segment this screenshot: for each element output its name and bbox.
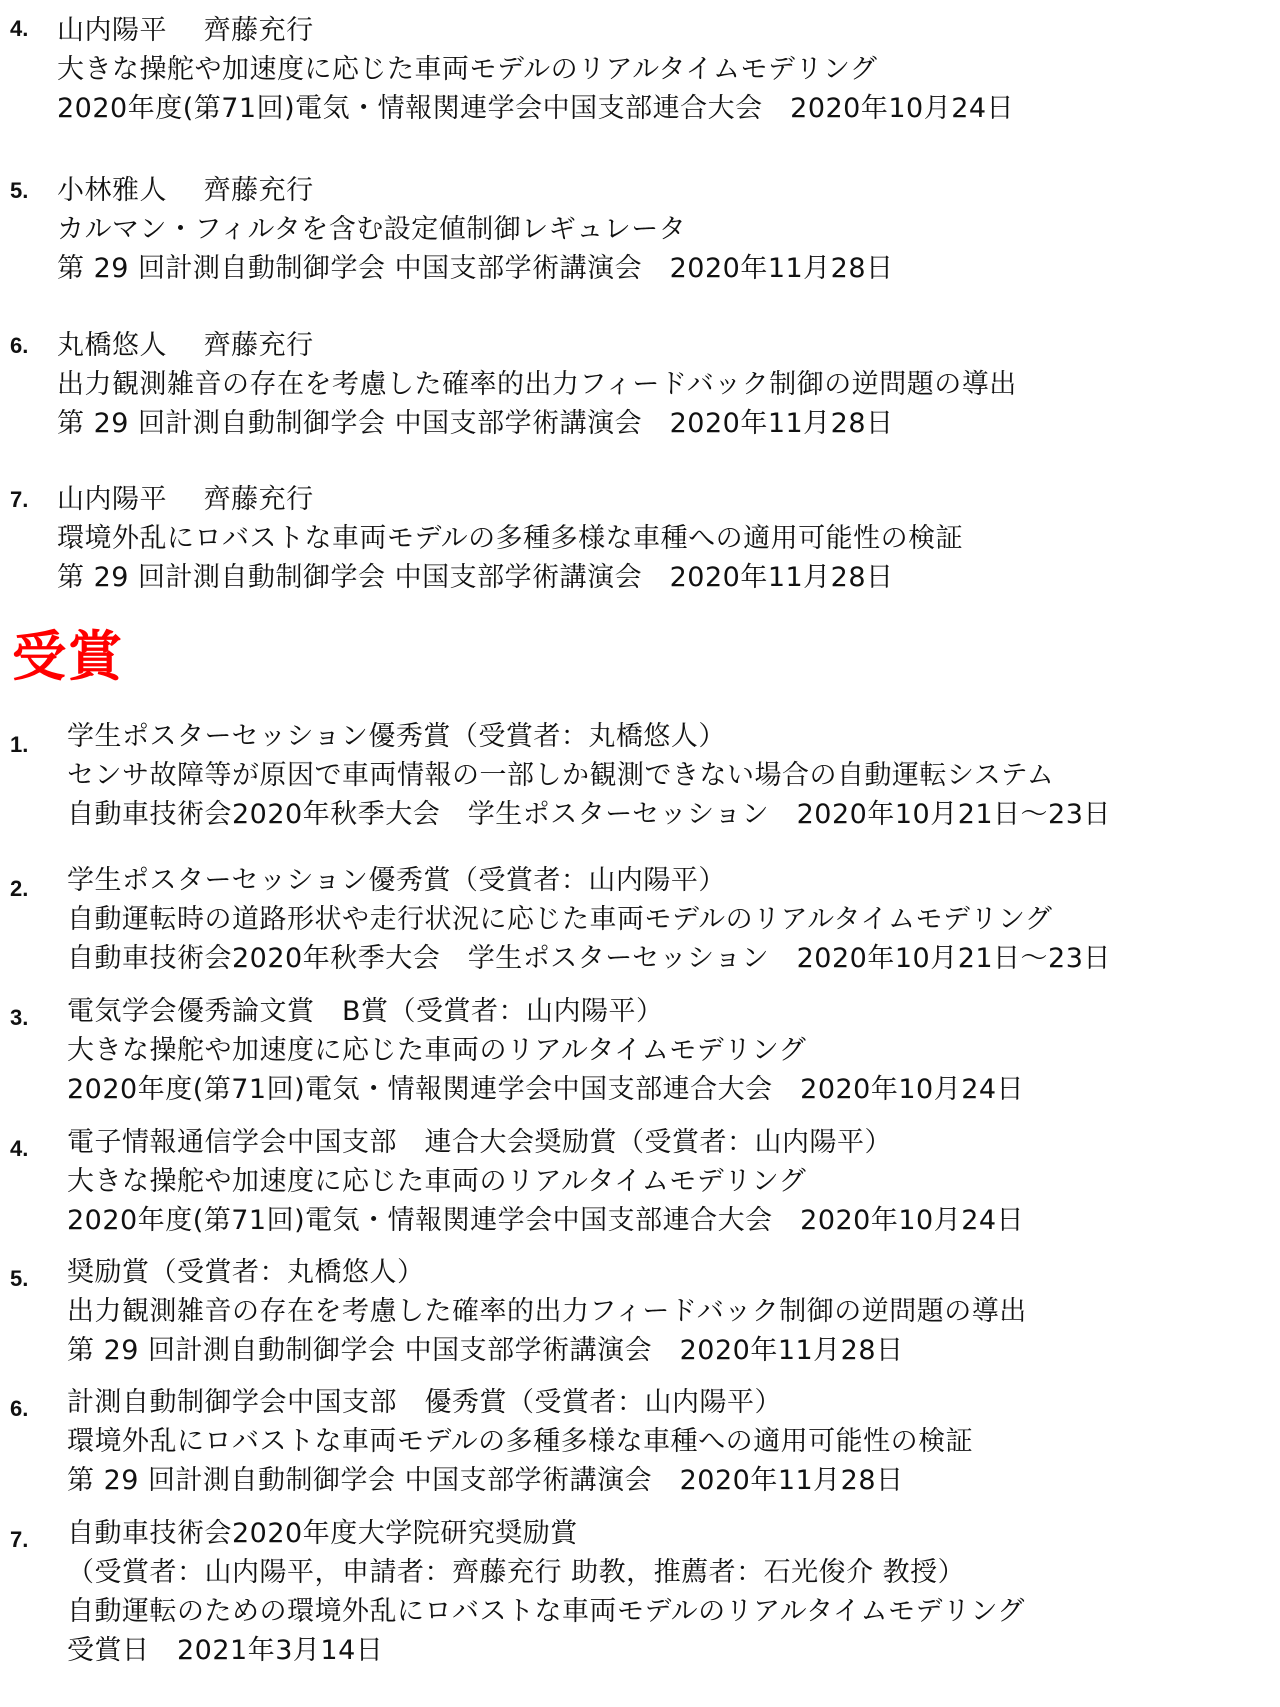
award-name-line: 奨励賞（受賞者：丸橋悠人） [67,1257,425,1288]
award-name-line: 電子情報通信学会中国支部 連合大会奨励賞（受賞者：山内陽平） [67,1127,892,1158]
award-venue-line: 2020年度(第71回)電気・情報関連学会中国支部連合大会 2020年10月24日 [67,1205,1025,1236]
item-number: 7. [10,1527,29,1552]
award-name-line: 自動車技術会2020年度大学院研究奨励賞 [67,1518,578,1549]
award-date-line: 受賞日 2021年3月14日 [67,1635,384,1666]
award-name-line: 電気学会優秀論文賞 B賞（受賞者：山内陽平） [67,996,664,1027]
award-title-line: 環境外乱にロバストな車両モデルの多種多様な車種への適用可能性の検証 [67,1426,974,1457]
award-venue-line: 2020年度(第71回)電気・情報関連学会中国支部連合大会 2020年10月24日 [67,1074,1025,1105]
item-number: 2. [10,876,29,901]
award-venue-line: 第 29 回計測自動制御学会 中国支部学術講演会 2020年11月28日 [67,1465,904,1496]
item-number: 6. [10,333,29,358]
award-recipients-line: （受賞者：山内陽平，申請者：齊藤充行 助教，推薦者：石光俊介 教授） [67,1557,966,1588]
award-title-line: 大きな操舵や加速度に応じた車両のリアルタイムモデリング [67,1166,807,1197]
award-title-line: 出力観測雑音の存在を考慮した確率的出力フィードバック制御の逆問題の導出 [67,1296,1027,1327]
venue-line: 第 29 回計測自動制御学会 中国支部学術講演会 2020年11月28日 [57,253,894,284]
award-name-line: 学生ポスターセッション優秀賞（受賞者：山内陽平） [67,865,726,896]
award-venue-line: 自動車技術会2020年秋季大会 学生ポスターセッション 2020年10月21日～23日 [67,799,1111,830]
authors-line: 山内陽平 齊藤充行 [57,484,314,515]
authors-line: 丸橋悠人 齊藤充行 [57,330,314,361]
title-line: 環境外乱にロバストな車両モデルの多種多様な車種への適用可能性の検証 [57,523,964,554]
venue-line: 2020年度(第71回)電気・情報関連学会中国支部連合大会 2020年10月24日 [57,93,1015,124]
award-title-line: 自動運転のための環境外乱にロバストな車両モデルのリアルタイムモデリング [67,1596,1025,1627]
item-number: 4. [10,16,29,41]
award-name-line: 計測自動制御学会中国支部 優秀賞（受賞者：山内陽平） [67,1387,782,1418]
authors-line: 小林雅人 齊藤充行 [57,175,314,206]
venue-line: 第 29 回計測自動制御学会 中国支部学術講演会 2020年11月28日 [57,562,894,593]
authors-line: 山内陽平 齊藤充行 [57,15,314,46]
award-name-line: 学生ポスターセッション優秀賞（受賞者：丸橋悠人） [67,721,726,752]
item-number: 6. [10,1396,29,1421]
venue-line: 第 29 回計測自動制御学会 中国支部学術講演会 2020年11月28日 [57,408,894,439]
title-line: 出力観測雑音の存在を考慮した確率的出力フィードバック制御の逆問題の導出 [57,369,1017,400]
item-number: 1. [10,732,29,757]
award-venue-line: 第 29 回計測自動制御学会 中国支部学術講演会 2020年11月28日 [67,1335,904,1366]
title-line: 大きな操舵や加速度に応じた車両モデルのリアルタイムモデリング [57,54,878,85]
item-number: 4. [10,1136,29,1161]
awards-heading: 受賞 [12,625,124,688]
award-title-line: センサ故障等が原因で車両情報の一部しか観測できない場合の自動運転システム [67,760,1055,791]
item-number: 5. [10,1266,29,1291]
title-line: カルマン・フィルタを含む設定値制御レギュレータ [57,214,687,245]
award-title-line: 大きな操舵や加速度に応じた車両のリアルタイムモデリング [67,1035,807,1066]
award-venue-line: 自動車技術会2020年秋季大会 学生ポスターセッション 2020年10月21日～23日 [67,943,1111,974]
item-number: 3. [10,1005,29,1030]
item-number: 5. [10,178,29,203]
item-number: 7. [10,487,29,512]
award-title-line: 自動運転時の道路形状や走行状況に応じた車両モデルのリアルタイムモデリング [67,904,1053,935]
